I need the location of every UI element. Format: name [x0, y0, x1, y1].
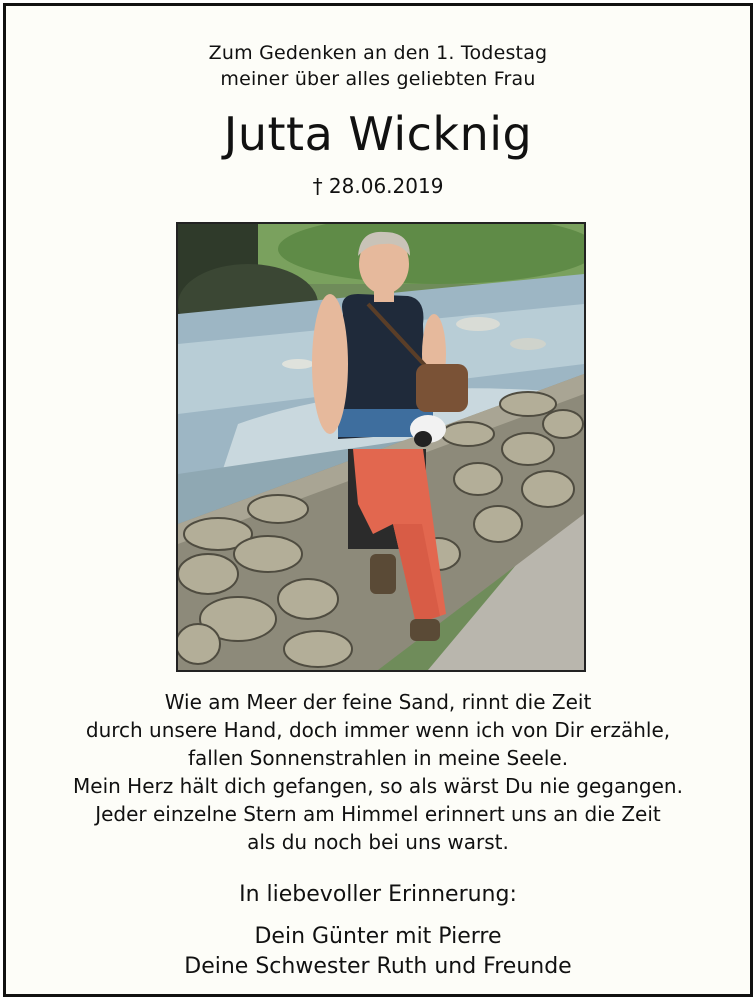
death-date: † 28.06.2019 — [312, 174, 444, 198]
poem-line: Mein Herz hält dich gefangen, so als wärst Du nie gegangen. — [73, 774, 683, 798]
poem-line: durch unsere Hand, doch immer wenn ich von Dir erzähle, — [85, 718, 671, 742]
intro-text — [6, 40, 750, 92]
deceased-name: Jutta Wicknig — [223, 107, 533, 161]
signature-line: Dein Günter mit Pierre — [254, 924, 502, 949]
signature-line: Deine Schwester Ruth und Freunde — [184, 954, 572, 979]
poem-line: Jeder einzelne Stern am Himmel erinnert uns an die Zeit — [95, 802, 661, 826]
intro-line-2: meiner über alles geliebten Frau — [220, 68, 536, 90]
signatures — [6, 922, 750, 982]
remembrance-heading: In liebevoller Erinnerung: — [239, 882, 517, 907]
poem-line: fallen Sonnenstrahlen in meine Seele. — [187, 746, 569, 770]
poem-line: Wie am Meer der feine Sand, rinnt die Zeit — [164, 690, 592, 714]
portrait-photo — [176, 222, 586, 672]
memorial-poem — [6, 688, 750, 856]
intro-line-1: Zum Gedenken an den 1. Todestag — [208, 42, 548, 64]
obituary-card — [3, 3, 753, 997]
poem-line: als du noch bei uns warst. — [247, 830, 509, 854]
